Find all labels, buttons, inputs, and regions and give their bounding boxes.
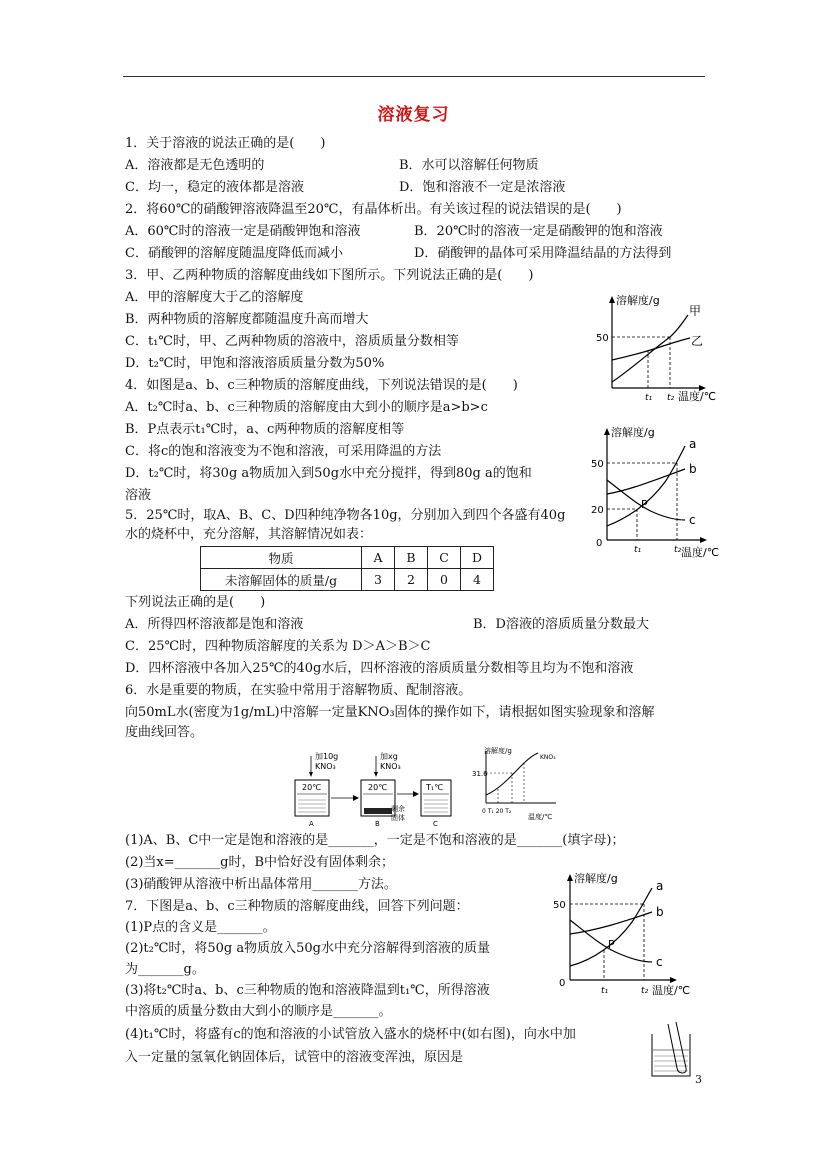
tick-label: 50 — [596, 333, 609, 344]
kno3-solubility-figure — [472, 745, 563, 825]
point-label: P — [641, 498, 648, 511]
beaker-temp-label: 20℃ — [368, 783, 388, 792]
text-line: (3)硝酸钾从溶液中析出晶体常用_______方法。 — [125, 877, 397, 892]
text-line: C．将c的饱和溶液变为不饱和溶液，可采用降温的方法 — [125, 444, 442, 459]
beaker-temp-label: T₁℃ — [426, 783, 444, 792]
point-label: P — [608, 938, 615, 951]
text-line: 入一定量的氢氧化钠固体后，试管中的溶液变浑浊，原因是 — [125, 1050, 464, 1065]
series-label: c — [689, 513, 696, 527]
text-line: A．t₂℃时a、b、c三种物质的溶解度由大到小的顺序是a>b>c — [125, 400, 488, 415]
tick-label: t₂ — [674, 545, 682, 555]
series-label: 甲 — [689, 304, 702, 318]
x-axis-label: 温度/℃ — [652, 984, 691, 997]
figure-label: KNO₃ — [315, 762, 336, 771]
text-line: A．溶液都是无色透明的 — [125, 158, 265, 173]
text-line: A．60℃时的溶液一定是硝酸钾饱和溶液 — [125, 224, 361, 239]
tick-label: t₂ — [667, 393, 675, 403]
series-label: b — [656, 905, 664, 919]
figure-label: 加10g — [315, 752, 339, 761]
text-line: D．t₂℃时，将30g a物质加入到50g水中充分搅拌，得到80g a的饱和 — [125, 466, 532, 481]
text-line: 4．如图是a、b、c三种物质的溶解度曲线，下列说法错误的是( ) — [125, 378, 518, 393]
figure-label: KNO₃ — [380, 762, 401, 771]
text-line: D．硝酸钾的晶体可采用降温结晶的方法得到 — [414, 246, 672, 261]
text-line: (2)t₂℃时，将50g a物质放入50g水中充分溶解得到溶液的质量 — [125, 941, 491, 956]
beaker-temp-label: 20℃ — [302, 783, 322, 792]
text-line: (2)当x=_______g时，B中恰好没有固体剩余； — [125, 855, 395, 870]
series-label: c — [656, 955, 663, 969]
table-header-cell: C — [428, 547, 461, 569]
series-label: a — [656, 879, 664, 893]
text-line: 2．将60℃的硝酸钾溶液降温至20℃，有晶体析出。有关该过程的说法错误的是( ) — [125, 202, 622, 217]
text-line: 水的烧杯中，充分溶解，其溶解情况如表： — [125, 527, 373, 542]
text-line: 溶液 — [125, 488, 152, 503]
text-line: 向50mL水(密度为1g/mL)中溶解一定量KNO₃固体的操作如下，请根据如图实验现象和溶解 — [125, 705, 655, 720]
x-axis-label: 温度/℃ — [678, 390, 717, 403]
text-line: 下列说法正确的是( ) — [125, 595, 266, 610]
text-line: 中溶质的质量分数由大到小的顺序是_______。 — [125, 1004, 392, 1019]
series-label: b — [689, 462, 697, 476]
text-line: D．饱和溶液不一定是浓溶液 — [399, 180, 566, 195]
series-label: 乙 — [691, 334, 704, 348]
text-line: C．25℃时，四种物质溶解度的关系为 D＞A＞B＞C — [125, 639, 431, 654]
text-line: B．水可以溶解任何物质 — [399, 158, 539, 173]
origin-label: 0 — [559, 978, 566, 989]
text-line: D．四杯溶液中各加入25℃的40g水后，四杯溶液的溶质质量分数相等且均为不饱和溶液 — [125, 661, 634, 676]
text-line: 3．甲、乙两种物质的溶解度曲线如下图所示。下列说法正确的是( ) — [125, 268, 534, 283]
series-label: a — [689, 437, 697, 451]
tick-label: t₂ — [641, 986, 649, 996]
series-label: KNO₃ — [540, 754, 556, 761]
text-line: B．20℃时的溶液一定是硝酸钾的饱和溶液 — [414, 224, 663, 239]
text-line: (1)A、B、C中一定是饱和溶液的是_______，一定是不饱和溶液的是_______(填字母)； — [125, 833, 625, 848]
table-header-cell: B — [395, 547, 428, 569]
table-row — [201, 547, 494, 569]
text-line: A．所得四杯溶液都是饱和溶液 — [125, 617, 304, 632]
beaker-label: C — [433, 820, 438, 828]
text-line: C．均一，稳定的液体都是溶液 — [125, 180, 304, 195]
tick-label: 50 — [553, 900, 566, 911]
figure-label: 剩余 — [391, 805, 405, 813]
tick-label: t₁ — [645, 393, 653, 403]
beaker-label: B — [375, 820, 380, 828]
y-axis-label: 溶解度/g — [616, 294, 660, 307]
text-line: (4)t₁℃时，将盛有c的饱和溶液的小试管放入盛水的烧杯中(如右图)，向水中加 — [125, 1027, 576, 1042]
text-line: 7．下图是a、b、c三种物质的溶解度曲线，回答下列问题： — [125, 899, 469, 914]
solubility-figure-q3 — [590, 290, 717, 405]
text-line: (3)将t₂℃时a、b、c三种物质的饱和溶液降温到t₁℃，所得溶液 — [125, 983, 490, 998]
tick-label: 20 — [591, 505, 604, 516]
text-line: B．D溶液的溶质质量分数最大 — [473, 617, 649, 632]
page-title: 溶液复习 — [377, 105, 450, 125]
table-header-cell: A — [362, 547, 395, 569]
text-line: (1)P点的含义是_______。 — [125, 920, 276, 935]
text-line: B．P点表示t₁℃时，a、c两种物质的溶解度相等 — [125, 422, 405, 437]
origin-label: 0 — [596, 538, 603, 549]
table-row — [201, 569, 494, 591]
table-header-cell: 物质 — [201, 547, 362, 569]
tick-label: t₁ — [634, 545, 642, 555]
tick-label: t₁ — [601, 986, 609, 996]
text-line: 6．水是重要的物质，在实验中常用于溶解物质、配制溶液。 — [125, 683, 472, 698]
table-cell: 3 — [362, 569, 395, 591]
text-line: A．甲的溶解度大于乙的溶解度 — [125, 290, 304, 305]
test-tube-beaker-figure — [646, 1020, 696, 1082]
table-cell: 未溶解固体的质量/g — [201, 569, 362, 591]
text-line: 1．关于溶液的说法正确的是( ) — [125, 136, 326, 151]
text-line: D．t₂℃时，甲饱和溶液溶质质量分数为50% — [125, 356, 385, 371]
figure-label: 固体 — [391, 814, 405, 822]
tick-label: 50 — [591, 459, 604, 470]
y-axis-label: 溶解度/g — [611, 426, 655, 439]
text-line: B．两种物质的溶解度都随温度升高而增大 — [125, 312, 369, 327]
table-header-cell: D — [461, 547, 494, 569]
solubility-figure-q7 — [548, 868, 698, 998]
tick-label: 31.6 — [472, 770, 488, 778]
x-axis-label: 温度/℃ — [528, 813, 553, 821]
y-axis-label: 溶解度/g — [574, 872, 618, 885]
x-axis-label: 温度/℃ — [681, 546, 720, 559]
text-line: C．t₁℃时，甲、乙两种物质的溶液中，溶质质量分数相等 — [125, 334, 459, 349]
tick-label: 0 T₁ 20 T₂ — [482, 808, 512, 815]
beaker-experiment-figure — [285, 750, 465, 830]
y-axis-label: 溶解度/g — [484, 747, 512, 755]
solubility-table — [200, 546, 494, 591]
page-number: 3 — [695, 1073, 702, 1086]
figure-label: 加xg — [380, 752, 398, 761]
table-cell: 0 — [428, 569, 461, 591]
solubility-figure-q4 — [585, 422, 720, 559]
text-line: 5．25℃时，取A、B、C、D四种纯净物各10g，分别加入到四个各盛有40g — [125, 508, 566, 523]
text-line: 为_______g。 — [125, 962, 205, 977]
text-line: 度曲线回答。 — [125, 725, 204, 740]
text-line: C．硝酸钾的溶解度随温度降低而减小 — [125, 246, 343, 261]
beaker-label: A — [309, 820, 314, 828]
header-rule — [123, 76, 705, 77]
table-cell: 4 — [461, 569, 494, 591]
table-cell: 2 — [395, 569, 428, 591]
